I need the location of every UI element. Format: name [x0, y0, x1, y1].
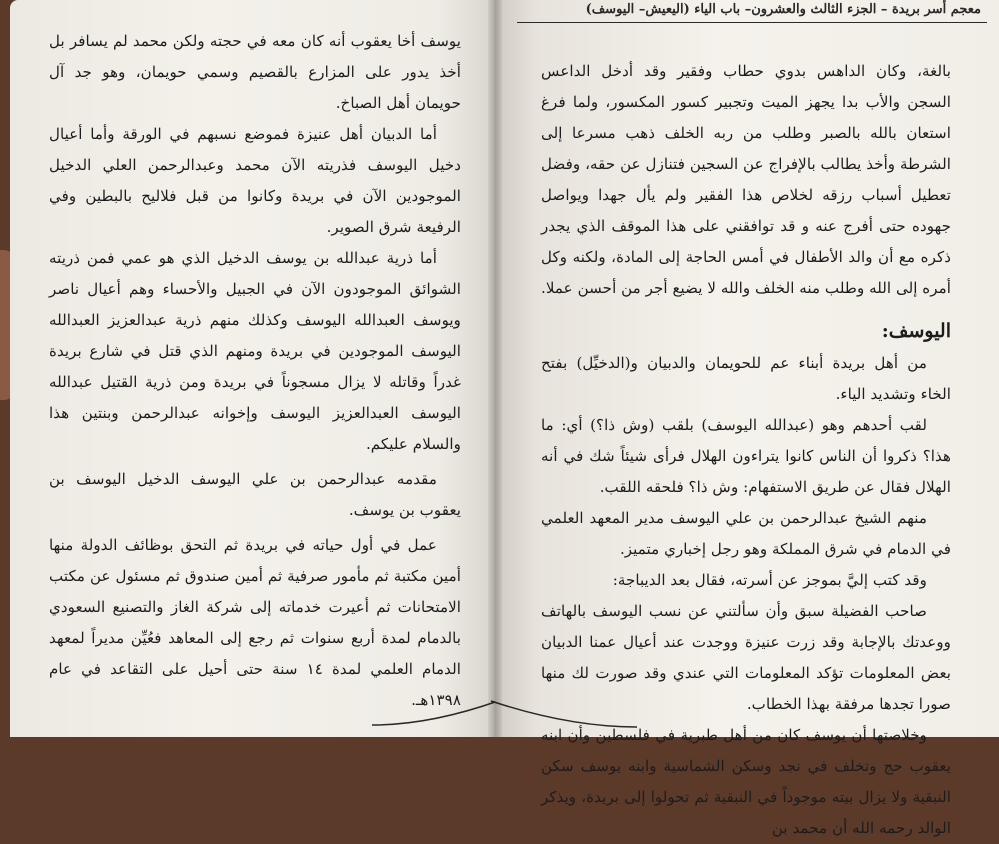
running-header: معجم أسر بريدة – الجزء الثالث والعشرون– باب الياء (اليعيش– اليوسف) — [585, 2, 981, 17]
right-paragraph-2: من أهل بريدة أبناء عم للحويمان والدبيان و(الدخيِّل) بفتح الخاء وتشديد الياء. — [541, 354, 951, 403]
left-paragraph-3: أما ذرية عبدالله بن يوسف الدخيل الذي هو عمي فمن ذريته الشوائق الموجودون الآن في الجبيل والأحساء وهم أعيال ناصر ويوسف العبدالله اليوسف وكذلك منهم ذرية عبدالعزيز العبدالله اليوسف الموجودين في بريدة ومنهم الذي قتل في شارع بريدة غدراً وقاتله لا يزال مسجوناً في بريدة ومن ذرية القتيل عبدالله اليوسف العبدالعزيز اليوسف وإخوانه عبدالرحمن وبنتين هذا والسلام عليكم. — [49, 249, 461, 453]
left-paragraph-4: مقدمه عبدالرحمن بن علي اليوسف الدخيل اليوسف بن يعقوب بن يوسف. — [49, 470, 461, 519]
right-paragraph-6: صاحب الفضيلة سبق وأن سألتني عن نسب اليوسف بالهاتف ووعدتك بالإجابة وقد زرت عنيزة ووجدت عند أعيال عمنا الدبيان بعض المعلومات تؤكد المعلومات التي عندي وقد صورت لك منها صورا تجدها مرفقة بهذا الخطاب. — [541, 602, 951, 713]
right-page — [495, 0, 999, 837]
left-paragraph-2: أما الدبيان أهل عنيزة فموضع نسبهم في الورقة وأما أعيال دخيل اليوسف فذريته الآن محمد وعبدالرحمن العلي الدخيل الموجودين الآن في بريدة وكانوا من قبل فلاليح بالبطين وفي الرفيعة شرق الصوير. — [49, 125, 461, 236]
right-paragraph-4: منهم الشيخ عبدالرحمن بن علي اليوسف مدير المعهد العلمي في الدمام في شرق المملكة وهو رجل إخباري متميز. — [541, 509, 951, 558]
section-heading: اليوسف: — [881, 320, 951, 342]
book-gutter — [488, 0, 502, 737]
right-paragraph-5: وقد كتب إليَّ بموجز عن أسرته، فقال بعد الديباجة: — [612, 571, 927, 589]
left-page — [10, 0, 495, 737]
footer-ornament — [489, 699, 639, 729]
left-paragraph-5: عمل في أول حياته في بريدة ثم التحق بوظائف الدولة منها أمين مكتبة ثم مأمور صرفية ثم أمين صندوق ثم مسئول عن مكتب الامتحانات ثم أعيرت خدماته إلى شركة الغاز والتصنيع السعودي بالدمام لمدة أربع سنوات ثم رجع إلى المعاهد فعُيِّن مديراً لمعهد الدمام العلمي لمدة ١٤ سنة حتى أحيل على التقاعد في عام ١٣٩٨هـ. — [49, 536, 461, 709]
header-rule — [517, 22, 987, 23]
footer-ornament — [370, 699, 500, 729]
left-paragraph-1: يوسف أخا يعقوب أنه كان معه في حجته ولكن محمد لم يسافر بل أخذ يدور على المزارع بالقصيم وسمي حويمان، وهو جد آل حويمان أهل الصباخ. — [49, 32, 461, 112]
right-paragraph-3: لقب أحدهم وهو (عبدالله اليوسف) بلقب (وش ذا؟) أي: ما هذا؟ ذكروا أن الناس كانوا يتراءون الهلال فرأى شيئاً شك في أنه الهلال فقال عن طريق الاستفهام: وش ذا؟ فلحقه اللقب. — [541, 416, 951, 496]
right-paragraph-1: بالغة، وكان الداهس بدوي حطاب وفقير وقد أدخل الداعس السجن والأب بدا يجهز الميت وتجبير كسور المكسور، ولما فرغ استعان بالله بالصبر وطلب من ربه الخلف ذهب مسرعا إلى الشرطة وأخذ يطالب بالإفراج عن السجين فتنازل عن حقه، وفضل تعطيل أسباب رزقه لخلاص هذا الفقير ولم يأل جهدا ويواصل جهوده حتى أفرج عنه و قد توافقني على هذا الموقف الذي يجدر ذكره مع أن والد الأطفال في أمس الحاجة إلى المادة، ولكنه وكل أمره إلى الله وطلب منه الخلف والله لا يضيع أجر من أحسن عملا. — [541, 62, 951, 297]
left-page-text — [49, 26, 461, 716]
right-paragraph-7: وخلاصتها أن يوسف كان من أهل طبرية في فلسطين وأن ابنه يعقوب حج وتخلف في نجد وسكن الشماسية وابنه يوسف سكن النبقية ولا يزال بيته موجوداً في النبقية ثم تحولوا إلى بريدة، ويذكر الوالد رحمه الله أن محمد بن — [541, 726, 951, 837]
